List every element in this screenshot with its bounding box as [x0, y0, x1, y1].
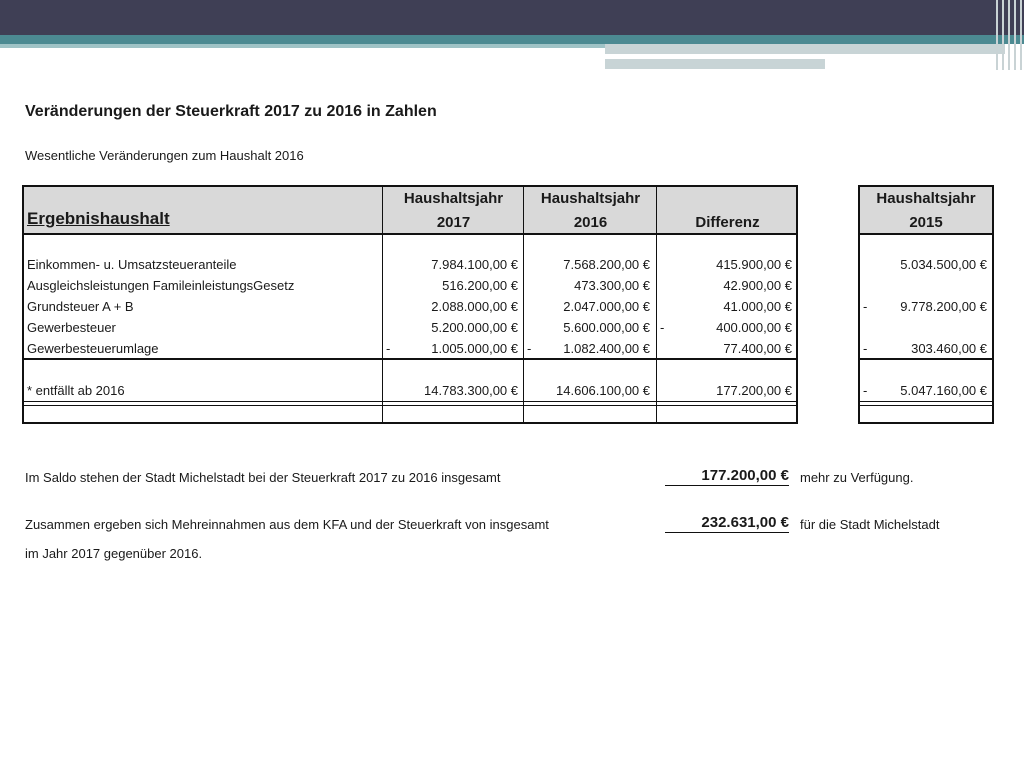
- page-title: Veränderungen der Steuerkraft 2017 zu 2016 in Zahlen: [25, 103, 437, 120]
- row-divider: [860, 405, 992, 406]
- value-2015: 9.778.200,00 €: [900, 299, 987, 314]
- value-2015: 303.460,00 €: [911, 341, 987, 356]
- summary-line-1: Im Saldo stehen der Stadt Michelstadt bei der Steuerkraft 2017 zu 2016 insgesamt: [25, 470, 501, 485]
- row-divider: [860, 401, 992, 402]
- neg-sign: -: [863, 383, 868, 398]
- neg-sign: -: [863, 341, 868, 356]
- summary-amount-1: 177.200,00 €: [665, 467, 789, 486]
- neg-sign: -: [863, 299, 868, 314]
- header-differenz: Differenz: [695, 214, 760, 231]
- table-2015: [858, 185, 994, 424]
- value-2015: 5.034.500,00 €: [900, 257, 987, 272]
- row-divider: [24, 405, 796, 406]
- header-bar-teal: [0, 35, 1024, 44]
- header-bar-teal-light: [0, 44, 605, 48]
- summary-line-3: im Jahr 2017 gegenüber 2016.: [25, 546, 203, 561]
- header-vertical-lines: [994, 0, 1024, 70]
- header-bar-grey-lower: [605, 59, 825, 69]
- header-2015: Haushaltsjahr 2015: [876, 190, 976, 231]
- row-divider: [24, 401, 796, 402]
- main-table: Ergebnishaushalt Haushaltsjahr 2017 Haushaltsjahr 2016 Differenz Einkommen- u. Umsatzsteueranteile 7.984.100,00 € 7.568.200,00 € 415.900,00 € Ausgleichsleistungen FamileinleistungsGesetz 516.200,00 € 473.300,00 € 42.900,00 € Grundsteuer A + B 2.088.000,00 € 2.047.000,00 € 41.000,00 € Gewerbesteuer 5.200.000,00 € 5.600.000,00 € - 400.000,00 € Gewerbesteuerumlage - 1.005.000,00 € - 1.082.400,00 € 77.400,00 € * entfällt ab 2016 14.783.300,00 € 14.606.100,00 € 177.200,00 €: [22, 185, 798, 424]
- page-subtitle: Wesentliche Veränderungen zum Haushalt 2016: [25, 148, 304, 163]
- header-bar-white-line: [700, 56, 950, 58]
- section-label: Ergebnishaushalt: [27, 209, 170, 228]
- header-2016: Haushaltsjahr 2016: [540, 190, 641, 231]
- header-bar-grey: [605, 44, 1005, 54]
- row-divider: [24, 233, 796, 235]
- total-2015: 5.047.160,00 €: [900, 383, 987, 398]
- header-2017: Haushaltsjahr 2017: [403, 190, 504, 231]
- summary-suffix-2: für die Stadt Michelstadt: [800, 517, 940, 532]
- header-bar-dark: [0, 0, 1024, 35]
- summary-amount-2: 232.631,00 €: [665, 514, 789, 533]
- summary-suffix-1: mehr zu Verfügung.: [800, 470, 914, 485]
- row-divider: [860, 233, 992, 235]
- summary-line-2: Zusammen ergeben sich Mehreinnahmen aus dem KFA und der Steuerkraft von insgesamt: [25, 517, 549, 532]
